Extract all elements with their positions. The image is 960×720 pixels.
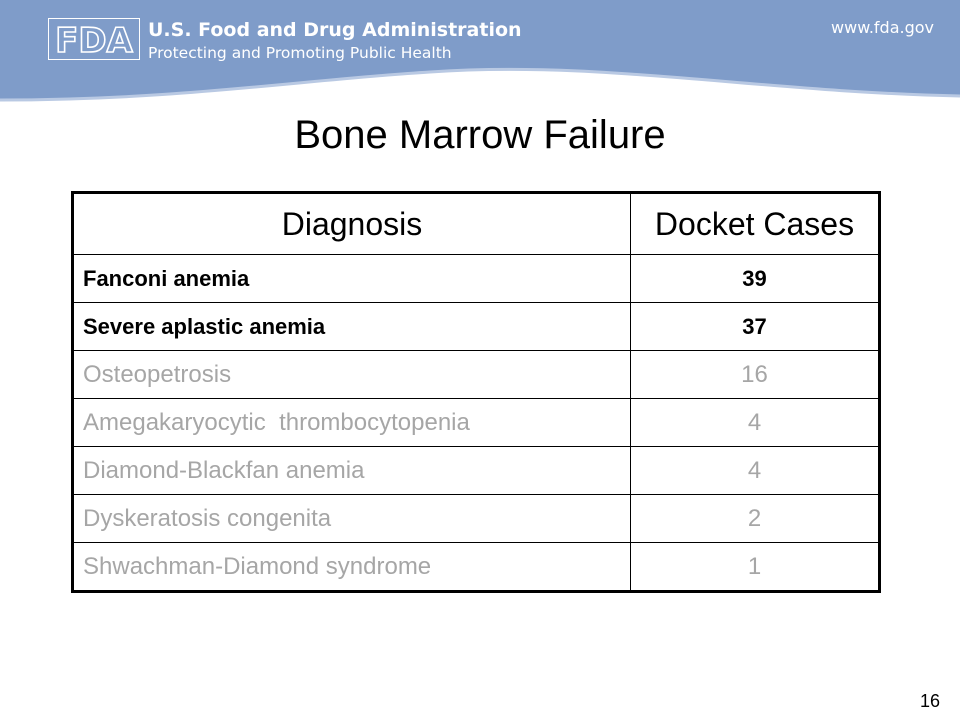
diagnosis-cell: Diamond-Blackfan anemia [73, 447, 631, 495]
table-row [73, 351, 880, 399]
diagnosis-table [71, 191, 881, 593]
table-row [73, 255, 880, 303]
diagnosis-cell: Shwachman-Diamond syndrome [73, 543, 631, 592]
cases-cell: 16 [631, 351, 880, 399]
header-banner [0, 0, 960, 110]
agency-tagline: Protecting and Promoting Public Health [148, 44, 452, 62]
table-header-row [73, 193, 880, 255]
diagnosis-cell: Severe aplastic anemia [73, 303, 631, 351]
cases-cell: 37 [631, 303, 880, 351]
table-row [73, 399, 880, 447]
cases-cell: 4 [631, 399, 880, 447]
agency-block [148, 18, 522, 64]
svg-text:FDA: FDA [55, 21, 133, 60]
agency-name: U.S. Food and Drug Administration [148, 19, 522, 41]
cases-cell: 39 [631, 255, 880, 303]
diagnosis-cell: Dyskeratosis congenita [73, 495, 631, 543]
diagnosis-cell: Fanconi anemia [73, 255, 631, 303]
slide-title: Bone Marrow Failure [294, 113, 666, 157]
header-docket-cases: Docket Cases [631, 193, 880, 255]
diagnosis-cell: Osteopetrosis [73, 351, 631, 399]
cases-cell: 1 [631, 543, 880, 592]
header-diagnosis: Diagnosis [73, 193, 631, 255]
diagnosis-cell: Amegakaryocytic thrombocytopenia [73, 399, 631, 447]
table-body [73, 255, 880, 592]
cases-cell: 2 [631, 495, 880, 543]
site-url[interactable]: www.fda.gov [831, 18, 934, 37]
fda-logo [48, 18, 140, 60]
page-number: 16 [919, 691, 940, 711]
cases-cell: 4 [631, 447, 880, 495]
table-row [73, 543, 880, 592]
table-row [73, 447, 880, 495]
table-row [73, 303, 880, 351]
table-row [73, 495, 880, 543]
